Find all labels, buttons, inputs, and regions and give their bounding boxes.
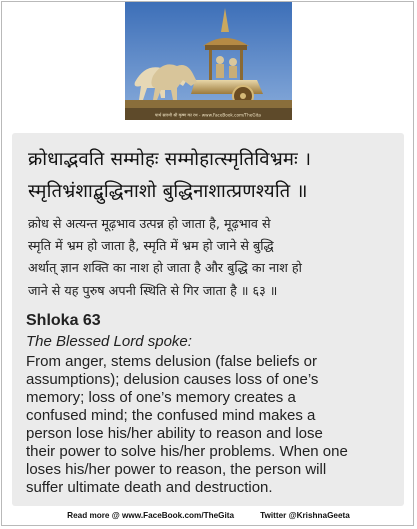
english-line: their power to solve his/her problems. When one — [26, 443, 348, 460]
hindi-line: जाने से यह पुरुष अपनी स्थिति से गिर जाता है ॥ ६३ ॥ — [28, 283, 278, 298]
hindi-line: अर्थात् ज्ञान शक्ति का नाश हो जाता है और बुद्धि का नाश हो — [28, 260, 302, 275]
shloka-title: Shloka 63 — [26, 312, 101, 329]
english-line: loses his/her power to reason, the person will — [26, 461, 327, 478]
sanskrit-line: स्मृतिभ्रंशाद्बुद्धिनाशो बुद्धिनाशात्प्रणश्यति ॥ — [28, 181, 308, 202]
english-line: confused mind; the confused mind makes a — [26, 407, 316, 424]
english-line: person lose his/her ability to reason and lose — [26, 425, 323, 442]
english-line: From anger, stems delusion (false beliefs or — [26, 353, 317, 370]
facebook-link[interactable]: Read more @ www.FaceBook.com/TheGita — [67, 511, 235, 520]
hindi-line: स्मृति में भ्रम हो जाता है, स्मृति में भ्रम हो जाने से बुद्धि — [28, 238, 274, 253]
english-line: assumptions); delusion causes loss of one’s — [26, 371, 319, 388]
english-line: suffer ultimate death and destruction. — [26, 479, 273, 496]
chariot-photo — [125, 2, 292, 128]
photo-caption: पार्थ सारथी श्री कृष्ण का रथ - www.FaceBook.com/TheGita — [155, 112, 261, 118]
hindi-line: क्रोध से अत्यन्त मूढ़भाव उत्पन्न हो जाता है, मूढ़भाव से — [28, 216, 271, 231]
footer — [0, 511, 417, 520]
english-line: memory; loss of one’s memory creates a — [26, 389, 296, 406]
speaker-label: The Blessed Lord spoke: — [26, 333, 192, 350]
sanskrit-line: क्रोधाद्भवति सम्मोहः सम्मोहात्स्मृतिविभ्रमः । — [28, 149, 312, 170]
twitter-link[interactable]: Twitter @KrishnaGeeta — [260, 511, 350, 520]
